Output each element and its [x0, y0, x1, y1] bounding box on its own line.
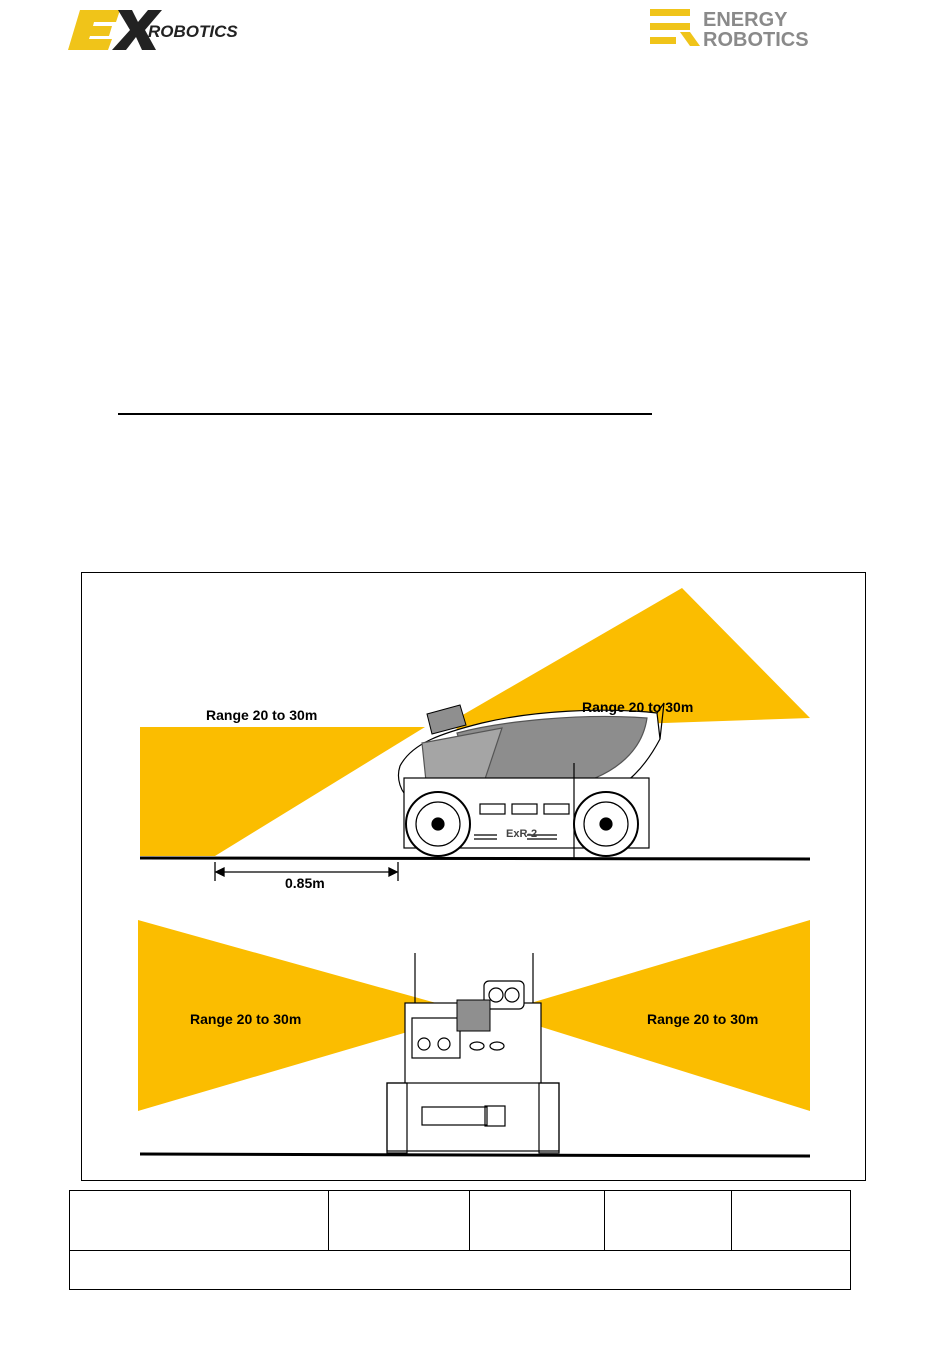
- footer-row: [70, 1251, 851, 1290]
- front-right-range-label: Range 20 to 30m: [647, 1011, 759, 1027]
- side-ground-line: [140, 858, 810, 859]
- front-left-range-label: Range 20 to 30m: [190, 1011, 302, 1027]
- side-left-range-label: Range 20 to 30m: [206, 707, 318, 723]
- footer-cell: [328, 1191, 469, 1251]
- footer-cell: [605, 1191, 731, 1251]
- ex-logo-text: ROBOTICS: [148, 22, 238, 41]
- footer-cell: [731, 1191, 850, 1251]
- sensor-range-diagram: [82, 573, 867, 1182]
- sensor-range-figure: [81, 572, 866, 1181]
- side-left-beam: [140, 727, 425, 856]
- footer-cell: [70, 1251, 851, 1290]
- side-right-range-label: Range 20 to 30m: [582, 699, 694, 715]
- footer-cell: [469, 1191, 604, 1251]
- exr2-robot-front: [387, 953, 559, 1153]
- energy-logo-line2: ROBOTICS: [703, 29, 809, 51]
- side-view: [140, 588, 810, 891]
- ex-robotics-logo: [68, 8, 238, 52]
- distance-label: 0.85m: [285, 875, 325, 891]
- energy-robotics-logo: [648, 6, 838, 52]
- energy-logo-line1: ENERGY: [703, 9, 788, 31]
- front-sensor-box: [457, 1000, 490, 1031]
- footer-cell: [70, 1191, 329, 1251]
- section-rule: [118, 413, 652, 415]
- front-view: [138, 920, 810, 1156]
- document-footer-table: [69, 1190, 851, 1290]
- footer-row: [70, 1191, 851, 1251]
- front-ground-line: [140, 1154, 810, 1156]
- robot-model-label: ExR-2: [506, 828, 538, 840]
